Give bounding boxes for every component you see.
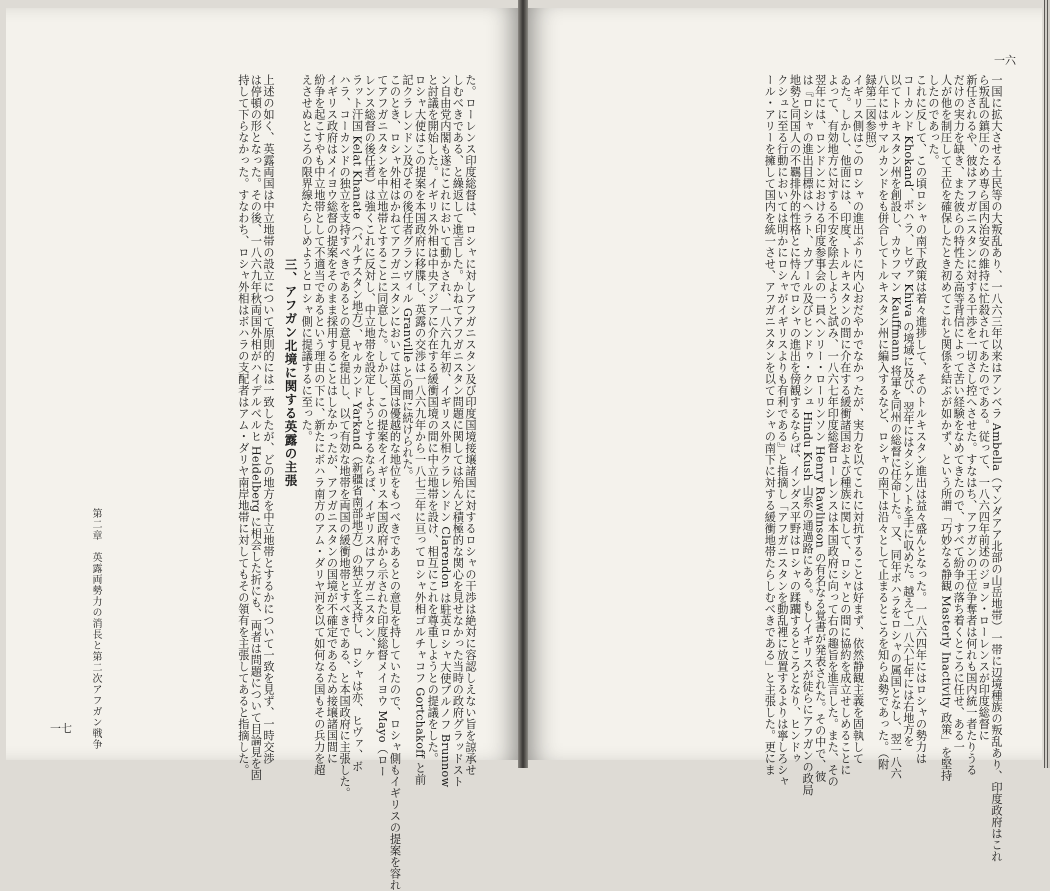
- book-gutter: [518, 0, 528, 768]
- text-line: ゐた。しかし、他面には、印度、トルキスタンの間に介在する緩衝諸国および種族に関して、ロシャとの間に協約を成立せしめることに: [838, 74, 852, 776]
- text-line: 持して下らなかった。すなわち、ロシャ外相はボハラの支配者はアム・ダリヤ南岸地帯に対してもその領有を主張してあると指摘した。: [236, 74, 250, 776]
- text-line: レンス総督の後任者）は強くこれに反対し、中立地帯を設定しようとするならば、イギリスはアフガニスタン、ケ: [363, 74, 377, 661]
- text-line: 以てトルキスタン州を創設し、カウフマン Kauffmann 将軍を同州の総督に任命した。又、同年ボハラをロシャの属国となし、翌一八六: [889, 74, 903, 780]
- text-line: クシュに至る行動においては明かにロシャがイギリスよりも有利である』と指摘し「アフガニスタンを動乱裡に放置するよりは寧しろシャ: [775, 74, 789, 787]
- text-line: えさせぬところの限界線たらしめようとロシャ側に提議するに至った。: [300, 74, 314, 442]
- chapter-footer: 第二章 英露両勢力の消長と第二次アフガン戦争: [90, 508, 101, 750]
- text-line: は『ロシャの進出目標はヘラト、カブール及びヒンドゥ・クシュ Hindu Kush 山系の通過路にある。もしイギリスが徒らにアフガンの政局: [801, 74, 815, 796]
- text-line: しむべきである、と繰返して進言した。かねてアフガニスタン問題に関しては殆んど積極的な関心を見せなかった当時の政府グラッドスト: [451, 74, 465, 787]
- text-line: 人が他を制圧して王位を確保したとき初めてこれと関係を結ぶが如かず、という所謂「巧妙なる静観 Masterly Inactivity 政策」を堅持: [939, 74, 953, 782]
- right-body: [752, 74, 1003, 863]
- text-line: コーカンド Khokand、ボハラ、ヒヴァ Khiva の境域に及び、翌年にはタシケントを手に収めた。越えて一八六七年には右地方を: [901, 74, 915, 747]
- page-number-left: 一七: [50, 722, 72, 735]
- text-line: ら叛乱の鎮圧のため専ら国内治安の維持に忙殺されてあたのである。従って、一八六四年前述のジョン・ローレンスが印度総督に: [977, 74, 991, 741]
- text-line: 地勢と同国人の不羈排外的性格とに恃んでロシャの進出を傍観するならば、インダス平野はロシャの蹂躙するところとなり、ヒンドゥ: [788, 74, 802, 764]
- text-line: イギリス側はこのロシャの進出ぶりに内心おだやかでなかったが、実力を以てこれに対抗することは好まず、依然静観主義を固執して: [851, 74, 865, 764]
- left-body-lower: [234, 74, 275, 781]
- text-line: 八年にはサマルカンドをも併合してトルキスタン州に編入するなど、ロシャの南下は沿々として止まるところを知らぬ勢であった。（附: [876, 74, 890, 770]
- text-line: てアフガニスタンを中立地帯とすることに同意した。しかし、この提案をイギリス本国政府から示された印度総督メイヨウ Mayo（ロー: [375, 74, 389, 778]
- text-line: ール・アリーを擁して国内を統一させ、アフガニスタンを以てロシャの南下に対する緩衝地帯たらしむべきである」と主張した。更にま: [763, 74, 777, 776]
- text-line: したのであった。: [927, 74, 941, 166]
- text-line: ラット汗国 Kelat Khanate（バルチスタン地方）、ヤルカンド Yarkand（新疆省南部地方）の独立を支持し、ロシャは亦、ヒヴァ、ボ: [350, 74, 364, 773]
- left-body-upper: [298, 74, 477, 891]
- text-line: これに反して、この頃ロシャの南下政策は着々進捗して、そのトルキスタン進出は益々盛んとなった。一八六四年にはロシャの勢力は: [914, 74, 928, 764]
- text-line: このとき、ロシャ外相はかねてアフガニスタンにおいては英国は優越的な地位をもつべきであるとの意見を持していたので、ロシャ側もイギリスの提案を容れ: [388, 74, 402, 891]
- text-line: 記クラレンドン及びその後任者グランヴィル Granville との間に続けられた。: [401, 74, 415, 482]
- text-line: だけの実力を缺き、また彼らの特性たる高等背信によって苦い経験をなめてきたので、すべて紛争の落ち着くところに任せ、ある一: [952, 74, 966, 753]
- text-line: 一国に拡大させる土民等の大叛乱あり、一八六三年以来はアンベラ Ambella（マンダアア北部の山岳地帯）一帯に辺境種族の叛乱あり、印度政府はこれ: [990, 74, 1003, 863]
- text-line: イギリス政府はメイヨウ総督の提案をそのまま採用することはしなかったが、アフガニスタンの国境が不確定であるため接壌諸国間に: [325, 74, 339, 764]
- section-heading: 三、アフガン北境に関する英露の主張: [283, 258, 298, 488]
- text-line: は停頓の形となった。その後、一八六九年秋両国外相がハイデルベルヒ Heidelberg に相会した折にも、両者は問題について目論見を固: [249, 74, 263, 781]
- text-line: よって、有効地方に対する不安を除去しようと試み、一八六七年印度総督ローレンスは本国政府に向って右の趣旨を進言した。また、その: [826, 74, 840, 787]
- text-line: 新任されるや、彼はアフガニスタンに対する干渉を一切さし控へさせた。すなはち、アフガンの王位争奪者は何れも国内統一者たりうる: [964, 74, 978, 776]
- text-line: 紛争を起こすやも中立地帯として不適当であるという理由の下に、新たにボハラ南方のアム・ダリヤ河を以て如何なる国もその兵力を超: [312, 74, 326, 776]
- text-line: ハラ、コーカンドの独立を支持すべきであるとの意見を提出し、以て有効な地帯を両国の緩衝地帯とすべきである、と本国政府に主張した。: [338, 74, 352, 799]
- text-line: ン自由党内閣も遂にこれにおいて動かされ、一八六九年初、イギリス外相クラレンドン Clarendon は駐英ロシャ大使ブルノフ Brunnow: [438, 74, 452, 788]
- text-line: 翌年には、ロンドンにおける印度参事会の一員ヘンリー・ローリンソン Henry Rawlinson の有名なる覚書が発表された。その中で、彼: [813, 74, 827, 782]
- text-line: 録第二図参照）: [864, 74, 878, 155]
- page-number-right: 一六: [994, 54, 1016, 67]
- text-line: ロシャ大使はこの提案を本国政府に移牒し、英露の交渉は一八六九年から一八七三年に亘ってロシャ外相ゴルチャコフ Gortchakoff と前: [413, 74, 427, 785]
- text-line: と討議を開始した。イギリス外相は中央アジアに介在する緩衝国境の間に中立地帯を設け、相互にこれを尊重しようとの提議をした。: [426, 74, 440, 764]
- left-page: [6, 8, 518, 891]
- text-line: た。ローレンス印度総督は、ロシャに対しアフガニスタン及び印度国境接壌諸国に対するロシャの干渉は絶対に容認しえない旨を諒承せ: [464, 74, 477, 776]
- text-line: 上述の如く、英露両国は中立地帯の設立について原則的には一致したが、どの地方を中立地帯とするかについて一致を見ず、一時交渉: [262, 74, 275, 764]
- right-page: [528, 8, 1042, 863]
- page-edge: [1044, 0, 1050, 768]
